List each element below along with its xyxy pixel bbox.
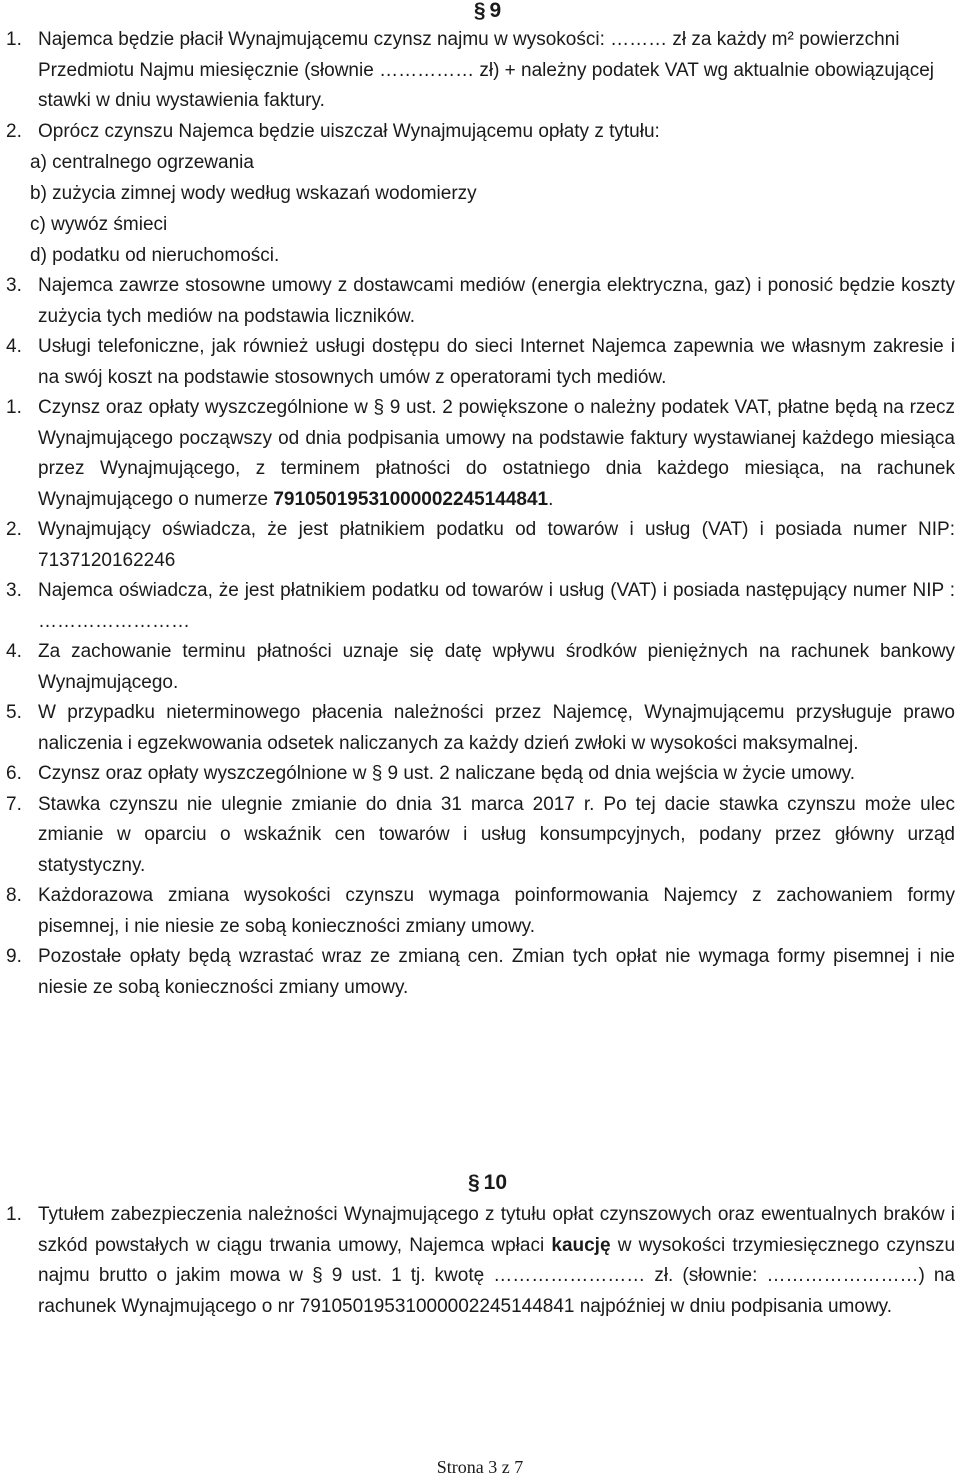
page-footer: Strona 3 z 7 <box>436 1457 524 1477</box>
section-10-title: § 10 <box>467 1171 508 1194</box>
paragraph-4: 4. Usługi telefoniczne, jak również usługi dostępu do sieci Internet Najemca zapewnia we własnym zakresie i na swój koszt na podstawie stosownych umów z operatorami tych mediów. <box>6 336 955 388</box>
list-item: b) zużycia zimnej wody według wskazań wodomierzy <box>30 183 477 204</box>
paragraph-b7: 7. Stawka czynszu nie ulegnie zmianie do dnia 31 marca 2017 r. Po tej dacie stawka czynszu może ulec zmianie w oparciu o wskaźnik cen towarów i usług konsumpcyjnych, podany przez główny urząd statystyczny. <box>6 793 955 876</box>
paragraph-b3: 3. Najemca oświadcza, że jest płatnikiem podatku od towarów i usług (VAT) i posiada następujący numer NIP : …………………… <box>6 580 955 632</box>
paragraph-3: 3. Najemca zawrze stosowne umowy z dostawcami mediów (energia elektryczna, gaz) i ponosić będzie koszty zużycia tych mediów na podstawia liczników. <box>6 275 955 327</box>
list-item: c) wywóz śmieci <box>30 214 168 235</box>
list-item: a) centralnego ogrzewania <box>30 152 254 173</box>
section-9-part-1 <box>0 25 955 1003</box>
account-number: 79105019531000002245144841 <box>273 488 549 510</box>
section-9-title: § 9 <box>473 0 502 22</box>
paragraph-2-list <box>0 147 955 271</box>
paragraph-b9: 9. Pozostałe opłaty będą wzrastać wraz ze zmianą cen. Zmian tych opłat nie wymaga formy pisemnej i nie niesie ze sobą konieczności zmiany umowy. <box>6 946 955 998</box>
paragraph-b4: 4. Za zachowanie terminu płatności uznaje się datę wpływu środków pieniężnych na rachunek bankowy Wynajmującego. <box>6 641 955 693</box>
paragraph-10-1: 1. Tytułem zabezpieczenia należności Wynajmującego z tytułu opłat czynszowych oraz ewentualnych braków i szkód powstałych w ciągu trwania umowy, Najemca wpłaci kaucję w wysokości trzymiesięcznego czynszu najmu brutto o jakim mowa w § 9 ust. 1 tj. kwotę …………………… zł. (słownie: ……………………) na rachunek Wynajmującego o nr 79105019531000002245144841 najpóźniej w dniu podpisania umowy. <box>6 1204 956 1317</box>
paragraph-b8: 8. Każdorazowa zmiana wysokości czynszu wymaga poinformowania Najemcy z zachowaniem formy pisemnej, i nie niesie ze sobą konieczności zmiany umowy. <box>6 885 955 937</box>
paragraph-b1: 1. Czynsz oraz opłaty wyszczególnione w § 9 ust. 2 powiększone o należny podatek VAT, płatne będą na rzecz Wynajmującego począwszy od dnia podpisania umowy na podstawie faktury wystawianej każdego miesiąca przez Wynajmującego, z terminem płatności do ostatniego dnia każdego miesiąca, na rachunek Wynajmującego o numerze 79105019531000002245144841. <box>6 397 955 510</box>
paragraph-2: 2. Oprócz czynszu Najemca będzie uiszczał Wynajmującemu opłaty z tytułu: <box>6 120 660 142</box>
paragraph-1: 1. Najemca będzie płacił Wynajmującemu czynsz najmu w wysokości: ……… zł za każdy m² powierzchni Przedmiotu Najmu miesięcznie (słownie …………… zł) + należny podatek VAT wg aktualnie obowiązującej stawki w dniu wystawienia faktury. <box>6 29 935 111</box>
paragraph-b2: 2. Wynajmujący oświadcza, że jest płatnikiem podatku od towarów i usług (VAT) i posiada numer NIP: 7137120162246 <box>6 519 955 571</box>
paragraph-b5: 5. W przypadku nieterminowego płacenia należności przez Najemcę, Wynajmującemu przysługuje prawo naliczenia i egzekwowania odsetek naliczanych za każdy dzień zwłoki w wysokości maksymalnej. <box>6 702 955 754</box>
deposit-term: kaucję <box>551 1234 611 1256</box>
section-10 <box>0 1200 955 1322</box>
paragraph-b6: 6. Czynsz oraz opłaty wyszczególnione w § 9 ust. 2 naliczane będą od dnia wejścia w życie umowy. <box>6 763 856 784</box>
list-item: d) podatku od nieruchomości. <box>30 245 280 266</box>
